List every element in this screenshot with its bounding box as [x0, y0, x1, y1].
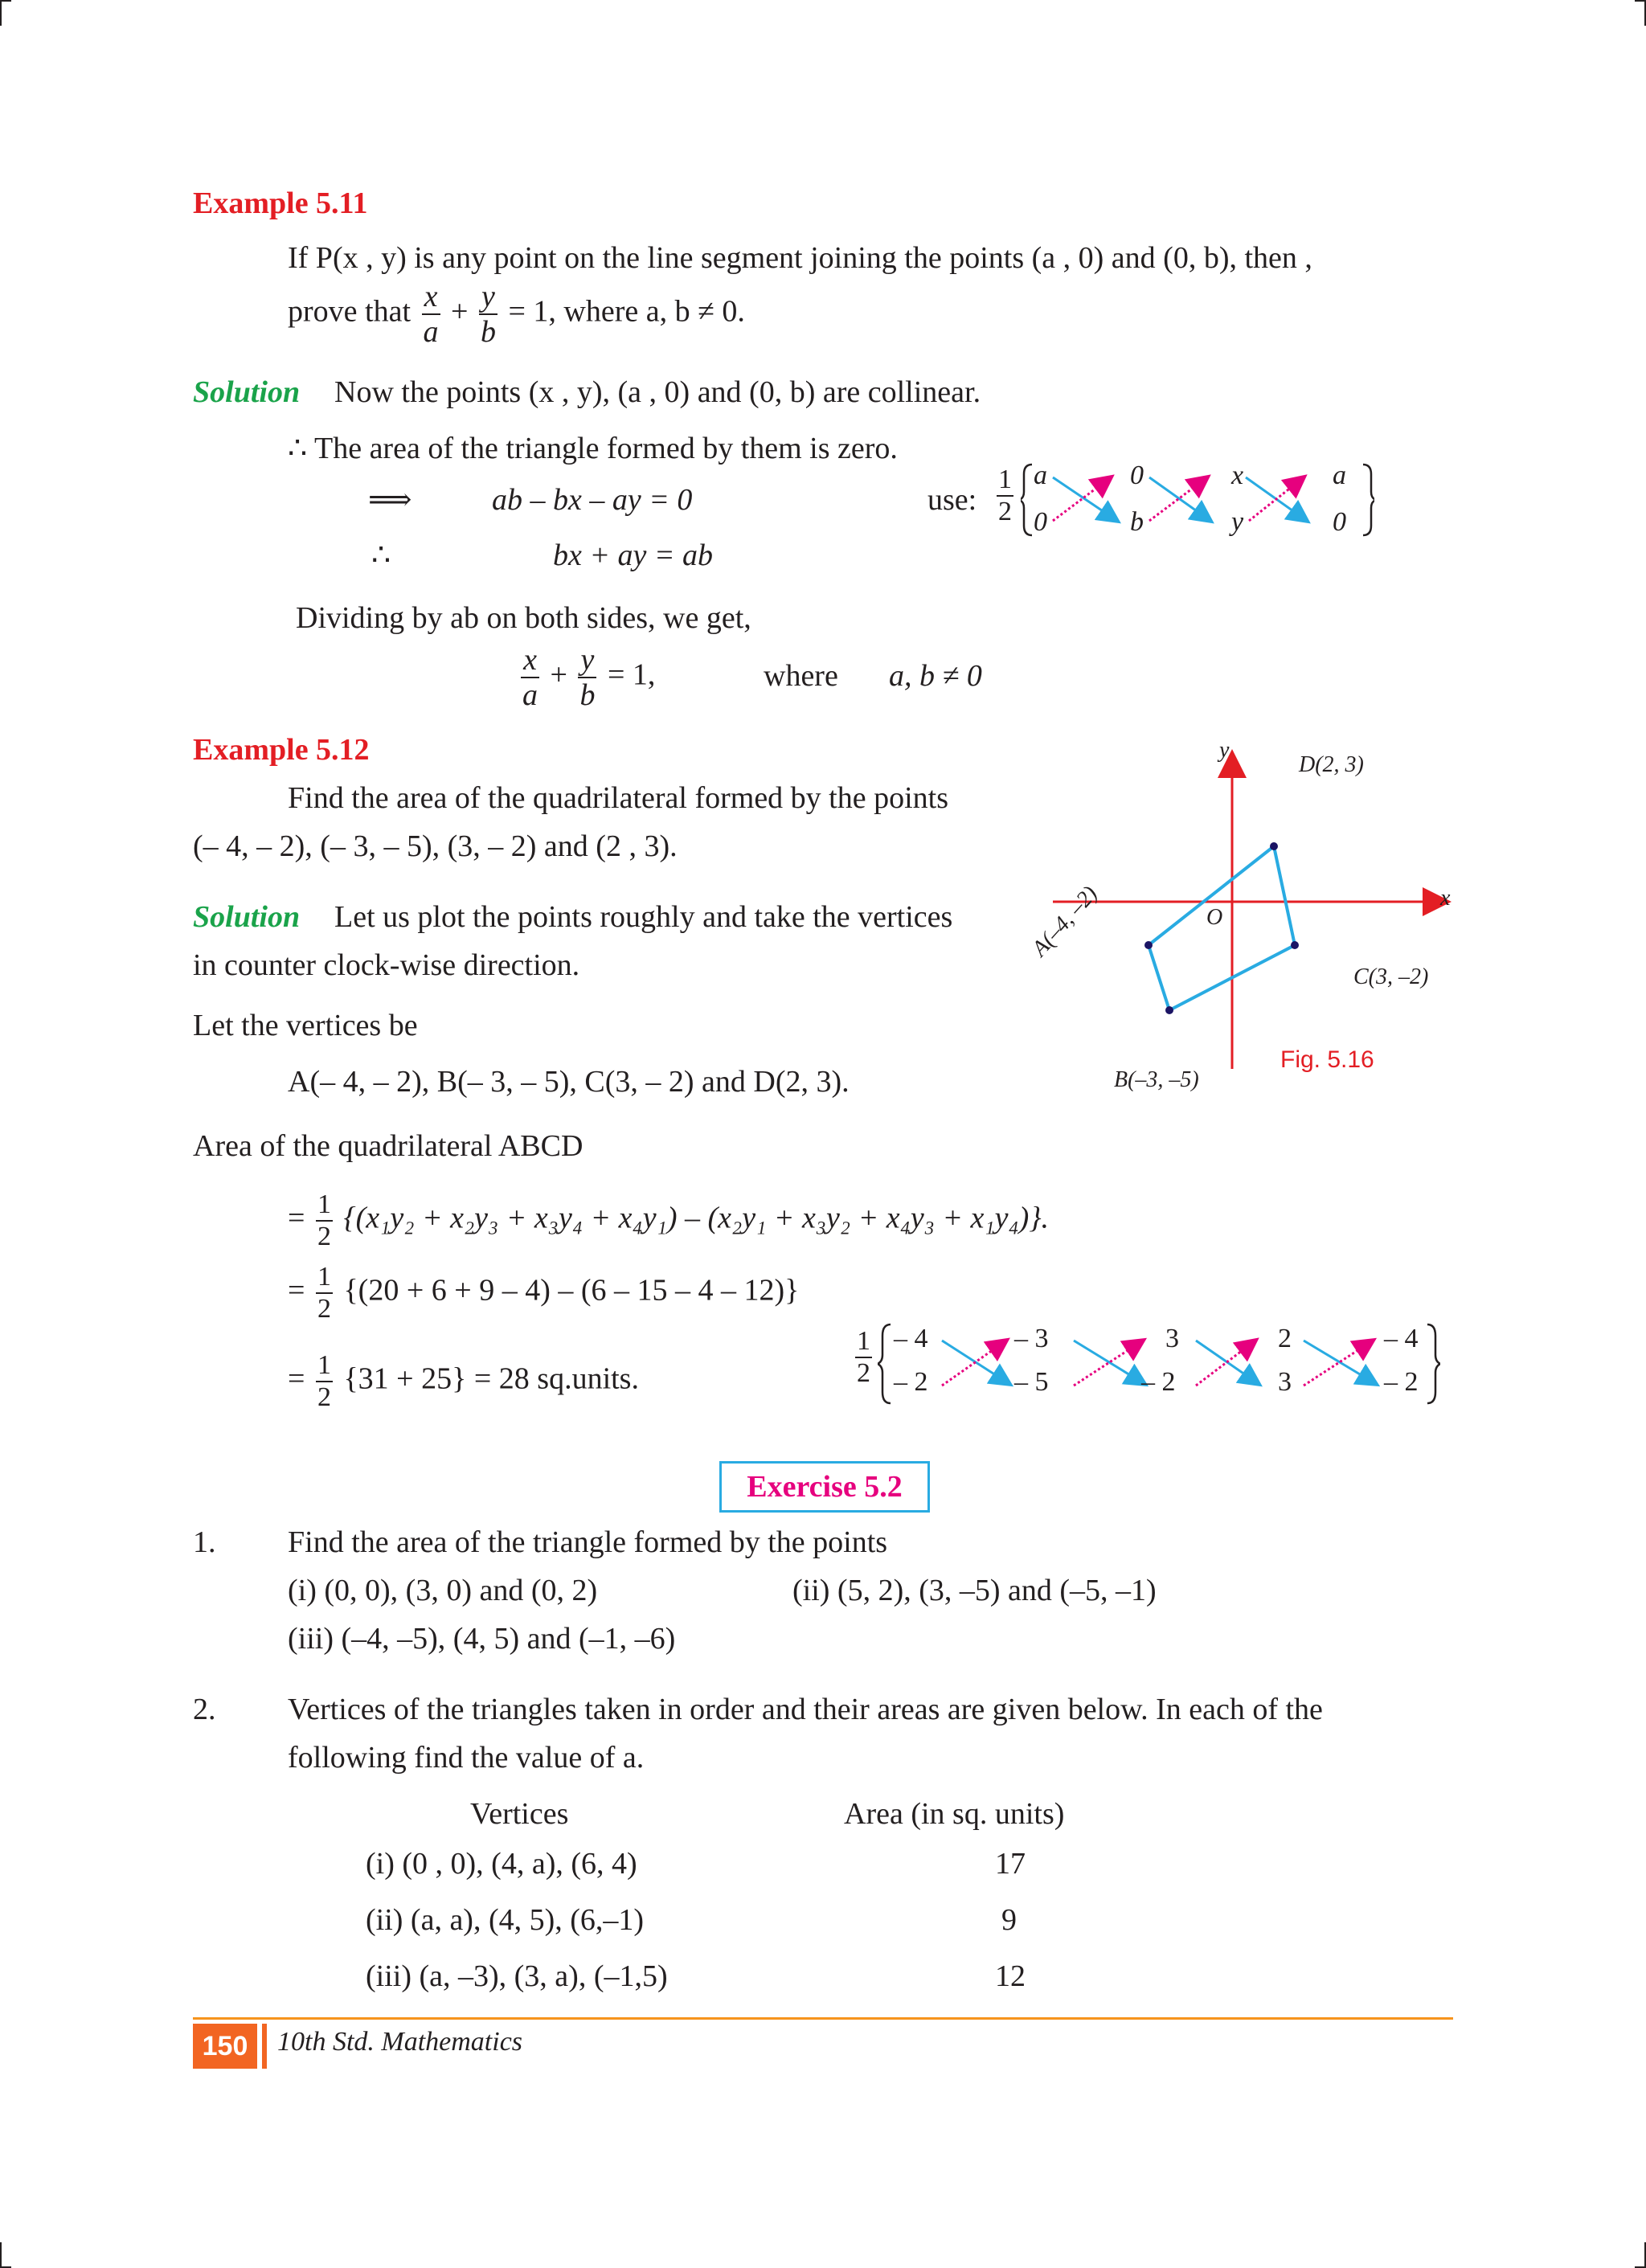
problem-text: Find the area of the quadrilateral formed by the points — [288, 781, 949, 815]
numerator: 1 — [316, 1352, 333, 1382]
half-fraction — [993, 466, 1017, 526]
left-brace — [1021, 465, 1032, 535]
page-number: 150 — [193, 2024, 257, 2069]
question-part: (ii) (5, 2), (3, –5) and (–5, –1) — [792, 1574, 1157, 1607]
problem-text: If P(x , y) is any point on the line segment joining the points (a , 0) and (0, b), then , — [288, 241, 1312, 275]
crop-mark — [0, 2242, 2, 2268]
point-label-a: A(–4, –2) — [1027, 881, 1103, 962]
grid-cell: 0 — [1130, 461, 1144, 490]
therefore-symbol: ∴ — [371, 538, 391, 572]
grid-cell: – 2 — [1141, 1367, 1176, 1397]
numerator: 1 — [316, 1191, 333, 1222]
prove-prefix: prove that — [288, 294, 412, 329]
down-arrow — [942, 1341, 1009, 1384]
plus-sign: + — [451, 294, 469, 329]
grid-cell: 0 — [1034, 507, 1047, 537]
numerator: y — [479, 281, 497, 315]
denominator: 2 — [998, 497, 1012, 526]
example-heading: Example 5.12 — [193, 733, 370, 767]
table-cell-area: 17 — [995, 1847, 1026, 1881]
implies-symbol: ⟹ — [368, 483, 412, 517]
solution-text: Dividing by ab on both sides, we get, — [296, 601, 751, 635]
right-brace — [1363, 465, 1374, 535]
footer-accent — [262, 2024, 267, 2069]
figure-caption: Fig. 5.16 — [1280, 1046, 1374, 1073]
fraction — [316, 1191, 333, 1251]
use-label: use: — [927, 483, 977, 517]
where-label: where — [764, 659, 838, 693]
table-header: Vertices — [470, 1797, 569, 1831]
origin-label: O — [1206, 905, 1223, 930]
cross-multiply-diagram — [1021, 460, 1374, 540]
equals-sign: = — [288, 1361, 305, 1396]
solution-text: in counter clock-wise direction. — [193, 948, 580, 982]
denominator: 2 — [317, 1382, 331, 1412]
crop-mark — [1635, 0, 1646, 2]
numerator: 1 — [855, 1328, 872, 1358]
vertex-point — [1291, 941, 1299, 949]
point-label-d: D(2, 3) — [1299, 752, 1364, 777]
question-number: 2. — [193, 1693, 216, 1726]
grid-cell: a — [1034, 461, 1047, 490]
question-part: (iii) (–4, –5), (4, 5) and (–1, –6) — [288, 1622, 676, 1656]
table-cell-vertices: (i) (0 , 0), (4, a), (6, 4) — [366, 1847, 637, 1881]
fraction — [316, 1352, 333, 1411]
x-axis-label: x — [1440, 886, 1451, 911]
numerator: 1 — [997, 466, 1013, 497]
formula-text: {31 + 25} = 28 sq.units. — [343, 1361, 639, 1396]
grid-cell: b — [1130, 507, 1144, 537]
left-brace — [878, 1324, 891, 1403]
table-cell-vertices: (iii) (a, –3), (3, a), (–1,5) — [366, 1959, 668, 1993]
grid-cell: 0 — [1333, 507, 1346, 537]
equation: ab – bx – ay = 0 — [492, 483, 693, 517]
denominator: b — [480, 315, 496, 349]
question-text: following find the value of a. — [288, 1741, 645, 1775]
equals-sign: = — [288, 1273, 305, 1308]
y-axis-label: y — [1219, 738, 1230, 763]
table-cell-vertices: (ii) (a, a), (4, 5), (6,–1) — [366, 1903, 645, 1937]
crop-mark — [0, 0, 2, 26]
solution-text: ∴ The area of the triangle formed by them is zero. — [288, 432, 898, 465]
book-title: 10th Std. Mathematics — [277, 2027, 523, 2057]
grid-cell: 3 — [1165, 1324, 1179, 1353]
solution-text: Let us plot the points roughly and take the vertices — [334, 900, 953, 934]
question-part: (i) (0, 0), (3, 0) and (0, 2) — [288, 1574, 598, 1607]
grid-cell: – 5 — [1014, 1367, 1049, 1397]
numerator: x — [521, 645, 539, 678]
exercise-title: Exercise 5.2 — [719, 1461, 930, 1513]
formula-line — [288, 1352, 639, 1411]
numerator: x — [422, 281, 440, 315]
point-label-c: C(3, –2) — [1353, 964, 1429, 989]
solution-text: Now the points (x , y), (a , 0) and (0, b) are collinear. — [334, 375, 981, 409]
formula-line — [288, 1191, 1049, 1251]
solution-label: Solution — [193, 900, 301, 934]
fraction — [855, 1328, 872, 1387]
crop-mark — [0, 0, 11, 2]
fraction — [479, 281, 497, 347]
up-arrow — [1249, 477, 1304, 521]
formula-line — [288, 1263, 799, 1323]
table-cell-area: 9 — [1001, 1903, 1017, 1937]
denominator: a — [423, 315, 439, 349]
quadrilateral-figure — [1045, 731, 1463, 1109]
question-text: Find the area of the triangle formed by the points — [288, 1525, 888, 1559]
grid-cell: – 3 — [1014, 1324, 1049, 1353]
grid-cell: – 2 — [1384, 1367, 1419, 1397]
grid-cell: – 4 — [894, 1324, 928, 1353]
denominator: b — [579, 678, 596, 712]
vertex-point — [1270, 842, 1278, 850]
numerator: y — [578, 645, 596, 678]
prove-line — [288, 281, 745, 347]
question-number: 1. — [193, 1525, 216, 1559]
prove-suffix: = 1, where a, b ≠ 0. — [508, 294, 745, 329]
equals-sign: = — [288, 1201, 305, 1235]
denominator: 2 — [317, 1222, 331, 1251]
solution-label: Solution — [193, 375, 301, 409]
grid-cell: – 2 — [894, 1367, 928, 1397]
grid-cell: a — [1333, 461, 1346, 490]
denominator: 2 — [857, 1358, 870, 1388]
equation: bx + ay = ab — [553, 538, 714, 572]
question-text: Vertices of the triangles taken in order and their areas are given below. In each of the — [288, 1693, 1323, 1726]
right-brace — [1427, 1324, 1440, 1403]
problem-text: (– 4, – 2), (– 3, – 5), (3, – 2) and (2 , 3). — [193, 829, 678, 863]
area-label: Area of the quadrilateral ABCD — [193, 1129, 583, 1163]
footer-rule — [193, 2017, 1453, 2020]
fraction — [316, 1263, 333, 1323]
result-suffix: = 1, — [607, 657, 656, 692]
vertex-point — [1144, 941, 1153, 949]
example-heading: Example 5.11 — [193, 186, 368, 220]
down-arrow — [1304, 1341, 1376, 1384]
denominator: a — [522, 678, 538, 712]
vertices-text: A(– 4, – 2), B(– 3, – 5), C(3, – 2) and D(2, 3). — [288, 1065, 850, 1099]
table-header: Area (in sq. units) — [844, 1797, 1065, 1831]
down-arrow — [1074, 1341, 1144, 1384]
grid-cell: y — [1231, 507, 1244, 537]
fraction — [521, 645, 539, 710]
plus-sign: + — [550, 657, 567, 692]
half-fraction — [852, 1328, 875, 1387]
grid-cell: x — [1231, 461, 1244, 490]
solution-text: Let the vertices be — [193, 1009, 418, 1042]
formula-text: {(x₁y₂ + x₂y₃ + x₃y₄ + x₄y₁) – (x₂y₁ + x₃y₂ + x₄y₃ + x₁y₄)}. — [343, 1201, 1050, 1235]
vertex-point — [1165, 1006, 1173, 1014]
table-cell-area: 12 — [995, 1959, 1026, 1993]
grid-cell: 2 — [1278, 1324, 1292, 1353]
condition: a, b ≠ 0 — [889, 659, 982, 693]
point-label-b: B(–3, –5) — [1114, 1067, 1199, 1092]
numerator: 1 — [316, 1263, 333, 1294]
formula-text: {(20 + 6 + 9 – 4) – (6 – 15 – 4 – 12)} — [343, 1273, 800, 1308]
result-line — [518, 645, 655, 710]
denominator: 2 — [317, 1294, 331, 1324]
grid-cell: 3 — [1278, 1367, 1292, 1397]
fraction — [422, 281, 440, 347]
fraction — [578, 645, 596, 710]
fraction — [997, 466, 1013, 526]
grid-cell: – 4 — [1384, 1324, 1419, 1353]
